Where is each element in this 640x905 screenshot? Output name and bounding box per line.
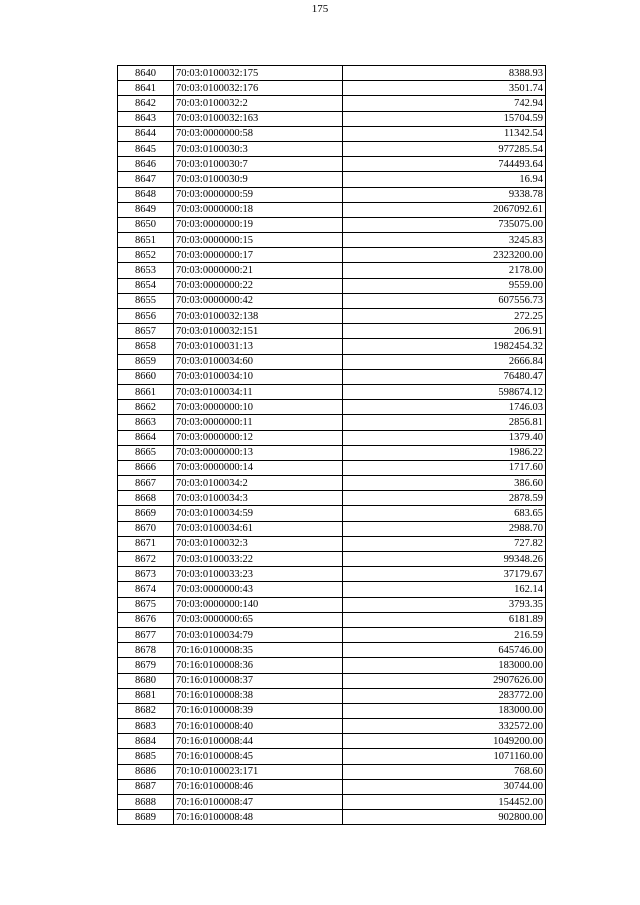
cadastral-number-cell: 70:16:0100008:40 (174, 719, 343, 734)
row-number-cell: 8648 (118, 187, 174, 202)
cadastral-number-cell: 70:03:0000000:18 (174, 202, 343, 217)
row-number-cell: 8647 (118, 172, 174, 187)
cadastral-number-cell: 70:03:0100030:3 (174, 141, 343, 156)
table-row (118, 157, 546, 172)
value-cell: 1717.60 (343, 460, 546, 475)
table-row (118, 764, 546, 779)
value-cell: 902800.00 (343, 810, 546, 825)
table-row (118, 339, 546, 354)
value-cell: 1982454.32 (343, 339, 546, 354)
value-cell: 11342.54 (343, 126, 546, 141)
table-row (118, 779, 546, 794)
row-number-cell: 8664 (118, 430, 174, 445)
value-cell: 3793.35 (343, 597, 546, 612)
row-number-cell: 8685 (118, 749, 174, 764)
value-cell: 9559.00 (343, 278, 546, 293)
table-row (118, 521, 546, 536)
table-row (118, 187, 546, 202)
table-row (118, 309, 546, 324)
cadastral-number-cell: 70:03:0000000:12 (174, 430, 343, 445)
value-cell: 727.82 (343, 536, 546, 551)
row-number-cell: 8686 (118, 764, 174, 779)
value-cell: 37179.67 (343, 567, 546, 582)
cadastral-number-cell: 70:03:0100032:3 (174, 536, 343, 551)
value-cell: 183000.00 (343, 658, 546, 673)
value-cell: 2988.70 (343, 521, 546, 536)
cadastral-number-cell: 70:03:0100034:10 (174, 369, 343, 384)
value-cell: 598674.12 (343, 384, 546, 399)
row-number-cell: 8645 (118, 141, 174, 156)
row-number-cell: 8659 (118, 354, 174, 369)
cadastral-number-cell: 70:03:0100030:7 (174, 157, 343, 172)
value-cell: 735075.00 (343, 217, 546, 232)
cadastral-number-cell: 70:03:0000000:22 (174, 278, 343, 293)
cadastral-number-cell: 70:03:0100032:2 (174, 96, 343, 111)
value-cell: 3501.74 (343, 81, 546, 96)
table-row (118, 536, 546, 551)
table-row (118, 233, 546, 248)
row-number-cell: 8670 (118, 521, 174, 536)
cadastral-number-cell: 70:16:0100008:46 (174, 779, 343, 794)
row-number-cell: 8661 (118, 384, 174, 399)
cadastral-number-cell: 70:03:0000000:43 (174, 582, 343, 597)
row-number-cell: 8682 (118, 703, 174, 718)
row-number-cell: 8658 (118, 339, 174, 354)
table-row (118, 96, 546, 111)
cadastral-number-cell: 70:16:0100008:35 (174, 643, 343, 658)
table-row (118, 688, 546, 703)
value-cell: 8388.93 (343, 66, 546, 81)
table-row (118, 384, 546, 399)
value-cell: 744493.64 (343, 157, 546, 172)
row-number-cell: 8673 (118, 567, 174, 582)
table-row (118, 126, 546, 141)
table-row (118, 111, 546, 126)
value-cell: 16.94 (343, 172, 546, 187)
row-number-cell: 8660 (118, 369, 174, 384)
value-cell: 2878.59 (343, 491, 546, 506)
row-number-cell: 8644 (118, 126, 174, 141)
table-row (118, 172, 546, 187)
table-row (118, 582, 546, 597)
cadastral-number-cell: 70:03:0100034:2 (174, 476, 343, 491)
value-cell: 99348.26 (343, 552, 546, 567)
row-number-cell: 8674 (118, 582, 174, 597)
cadastral-number-cell: 70:03:0000000:42 (174, 293, 343, 308)
row-number-cell: 8650 (118, 217, 174, 232)
table-row (118, 324, 546, 339)
value-cell: 1049200.00 (343, 734, 546, 749)
cadastral-number-cell: 70:03:0000000:65 (174, 612, 343, 627)
cadastral-number-cell: 70:03:0100032:138 (174, 309, 343, 324)
value-cell: 386.60 (343, 476, 546, 491)
row-number-cell: 8641 (118, 81, 174, 96)
row-number-cell: 8657 (118, 324, 174, 339)
table-row (118, 354, 546, 369)
row-number-cell: 8666 (118, 460, 174, 475)
value-cell: 206.91 (343, 324, 546, 339)
row-number-cell: 8684 (118, 734, 174, 749)
cadastral-number-cell: 70:16:0100008:38 (174, 688, 343, 703)
table-body (118, 66, 546, 825)
row-number-cell: 8646 (118, 157, 174, 172)
row-number-cell: 8640 (118, 66, 174, 81)
cadastral-number-cell: 70:03:0100031:13 (174, 339, 343, 354)
cadastral-number-cell: 70:16:0100008:36 (174, 658, 343, 673)
cadastral-number-cell: 70:03:0100034:59 (174, 506, 343, 521)
row-number-cell: 8656 (118, 309, 174, 324)
table-row (118, 673, 546, 688)
row-number-cell: 8667 (118, 476, 174, 491)
table-row (118, 278, 546, 293)
page-number: 175 (311, 3, 329, 15)
row-number-cell: 8689 (118, 810, 174, 825)
table-row (118, 491, 546, 506)
row-number-cell: 8665 (118, 445, 174, 460)
table-row (118, 658, 546, 673)
row-number-cell: 8683 (118, 719, 174, 734)
cadastral-number-cell: 70:03:0000000:21 (174, 263, 343, 278)
cadastral-number-cell: 70:03:0000000:58 (174, 126, 343, 141)
cadastral-number-cell: 70:03:0000000:10 (174, 400, 343, 415)
cadastral-number-cell: 70:03:0100032:151 (174, 324, 343, 339)
cadastral-number-cell: 70:03:0100034:60 (174, 354, 343, 369)
value-cell: 3245.83 (343, 233, 546, 248)
table-row (118, 460, 546, 475)
value-cell: 683.65 (343, 506, 546, 521)
cadastral-number-cell: 70:03:0100033:23 (174, 567, 343, 582)
cadastral-number-cell: 70:03:0000000:140 (174, 597, 343, 612)
row-number-cell: 8669 (118, 506, 174, 521)
cadastral-number-cell: 70:10:0100023:171 (174, 764, 343, 779)
cadastral-number-cell: 70:16:0100008:45 (174, 749, 343, 764)
row-number-cell: 8655 (118, 293, 174, 308)
table-row (118, 263, 546, 278)
row-number-cell: 8680 (118, 673, 174, 688)
table-row (118, 248, 546, 263)
value-cell: 2067092.61 (343, 202, 546, 217)
row-number-cell: 8675 (118, 597, 174, 612)
value-cell: 2666.84 (343, 354, 546, 369)
cadastral-number-cell: 70:03:0100034:79 (174, 627, 343, 642)
cadastral-number-cell: 70:03:0100032:175 (174, 66, 343, 81)
row-number-cell: 8653 (118, 263, 174, 278)
value-cell: 977285.54 (343, 141, 546, 156)
table-row (118, 445, 546, 460)
cadastral-number-cell: 70:16:0100008:39 (174, 703, 343, 718)
table-row (118, 627, 546, 642)
table-row (118, 217, 546, 232)
row-number-cell: 8687 (118, 779, 174, 794)
row-number-cell: 8688 (118, 795, 174, 810)
value-cell: 2178.00 (343, 263, 546, 278)
row-number-cell: 8652 (118, 248, 174, 263)
table-row (118, 810, 546, 825)
table-row (118, 400, 546, 415)
cadastral-number-cell: 70:03:0100034:3 (174, 491, 343, 506)
value-cell: 6181.89 (343, 612, 546, 627)
cadastral-number-cell: 70:03:0000000:17 (174, 248, 343, 263)
table-row (118, 719, 546, 734)
value-cell: 332572.00 (343, 719, 546, 734)
value-cell: 1986.22 (343, 445, 546, 460)
row-number-cell: 8651 (118, 233, 174, 248)
table-row (118, 415, 546, 430)
table-row (118, 734, 546, 749)
row-number-cell: 8649 (118, 202, 174, 217)
table-row (118, 506, 546, 521)
cadastral-number-cell: 70:03:0000000:59 (174, 187, 343, 202)
table-row (118, 597, 546, 612)
row-number-cell: 8672 (118, 552, 174, 567)
cadastral-number-cell: 70:03:0000000:15 (174, 233, 343, 248)
table-row (118, 66, 546, 81)
cadastral-number-cell: 70:03:0000000:13 (174, 445, 343, 460)
row-number-cell: 8642 (118, 96, 174, 111)
cadastral-number-cell: 70:03:0000000:11 (174, 415, 343, 430)
value-cell: 768.60 (343, 764, 546, 779)
row-number-cell: 8663 (118, 415, 174, 430)
row-number-cell: 8671 (118, 536, 174, 551)
cadastral-number-cell: 70:03:0000000:14 (174, 460, 343, 475)
table-row (118, 612, 546, 627)
cadastral-number-cell: 70:03:0100033:22 (174, 552, 343, 567)
value-cell: 2323200.00 (343, 248, 546, 263)
cadastral-number-cell: 70:03:0000000:19 (174, 217, 343, 232)
table-row (118, 795, 546, 810)
table-row (118, 202, 546, 217)
table-row (118, 567, 546, 582)
table-row (118, 749, 546, 764)
cadastral-number-cell: 70:03:0100034:61 (174, 521, 343, 536)
value-cell: 283772.00 (343, 688, 546, 703)
cadastral-number-cell: 70:03:0100034:11 (174, 384, 343, 399)
table-row (118, 552, 546, 567)
table-row (118, 141, 546, 156)
row-number-cell: 8677 (118, 627, 174, 642)
value-cell: 2856.81 (343, 415, 546, 430)
value-cell: 9338.78 (343, 187, 546, 202)
row-number-cell: 8654 (118, 278, 174, 293)
table-row (118, 369, 546, 384)
row-number-cell: 8679 (118, 658, 174, 673)
table-row (118, 643, 546, 658)
cadastral-value-table (117, 65, 546, 825)
value-cell: 2907626.00 (343, 673, 546, 688)
cadastral-number-cell: 70:16:0100008:37 (174, 673, 343, 688)
value-cell: 76480.47 (343, 369, 546, 384)
cadastral-number-cell: 70:03:0100030:9 (174, 172, 343, 187)
row-number-cell: 8662 (118, 400, 174, 415)
cadastral-number-cell: 70:16:0100008:47 (174, 795, 343, 810)
row-number-cell: 8681 (118, 688, 174, 703)
value-cell: 183000.00 (343, 703, 546, 718)
row-number-cell: 8676 (118, 612, 174, 627)
value-cell: 607556.73 (343, 293, 546, 308)
value-cell: 30744.00 (343, 779, 546, 794)
value-cell: 272.25 (343, 309, 546, 324)
table-row (118, 703, 546, 718)
value-cell: 154452.00 (343, 795, 546, 810)
value-cell: 742.94 (343, 96, 546, 111)
cadastral-number-cell: 70:03:0100032:176 (174, 81, 343, 96)
row-number-cell: 8678 (118, 643, 174, 658)
value-cell: 162.14 (343, 582, 546, 597)
table-row (118, 293, 546, 308)
value-cell: 216.59 (343, 627, 546, 642)
table-row (118, 476, 546, 491)
value-cell: 15704.59 (343, 111, 546, 126)
value-cell: 1379.40 (343, 430, 546, 445)
row-number-cell: 8643 (118, 111, 174, 126)
table-row (118, 81, 546, 96)
row-number-cell: 8668 (118, 491, 174, 506)
value-cell: 1746.03 (343, 400, 546, 415)
cadastral-number-cell: 70:16:0100008:48 (174, 810, 343, 825)
table-row (118, 430, 546, 445)
cadastral-number-cell: 70:03:0100032:163 (174, 111, 343, 126)
value-cell: 1071160.00 (343, 749, 546, 764)
value-cell: 645746.00 (343, 643, 546, 658)
cadastral-number-cell: 70:16:0100008:44 (174, 734, 343, 749)
